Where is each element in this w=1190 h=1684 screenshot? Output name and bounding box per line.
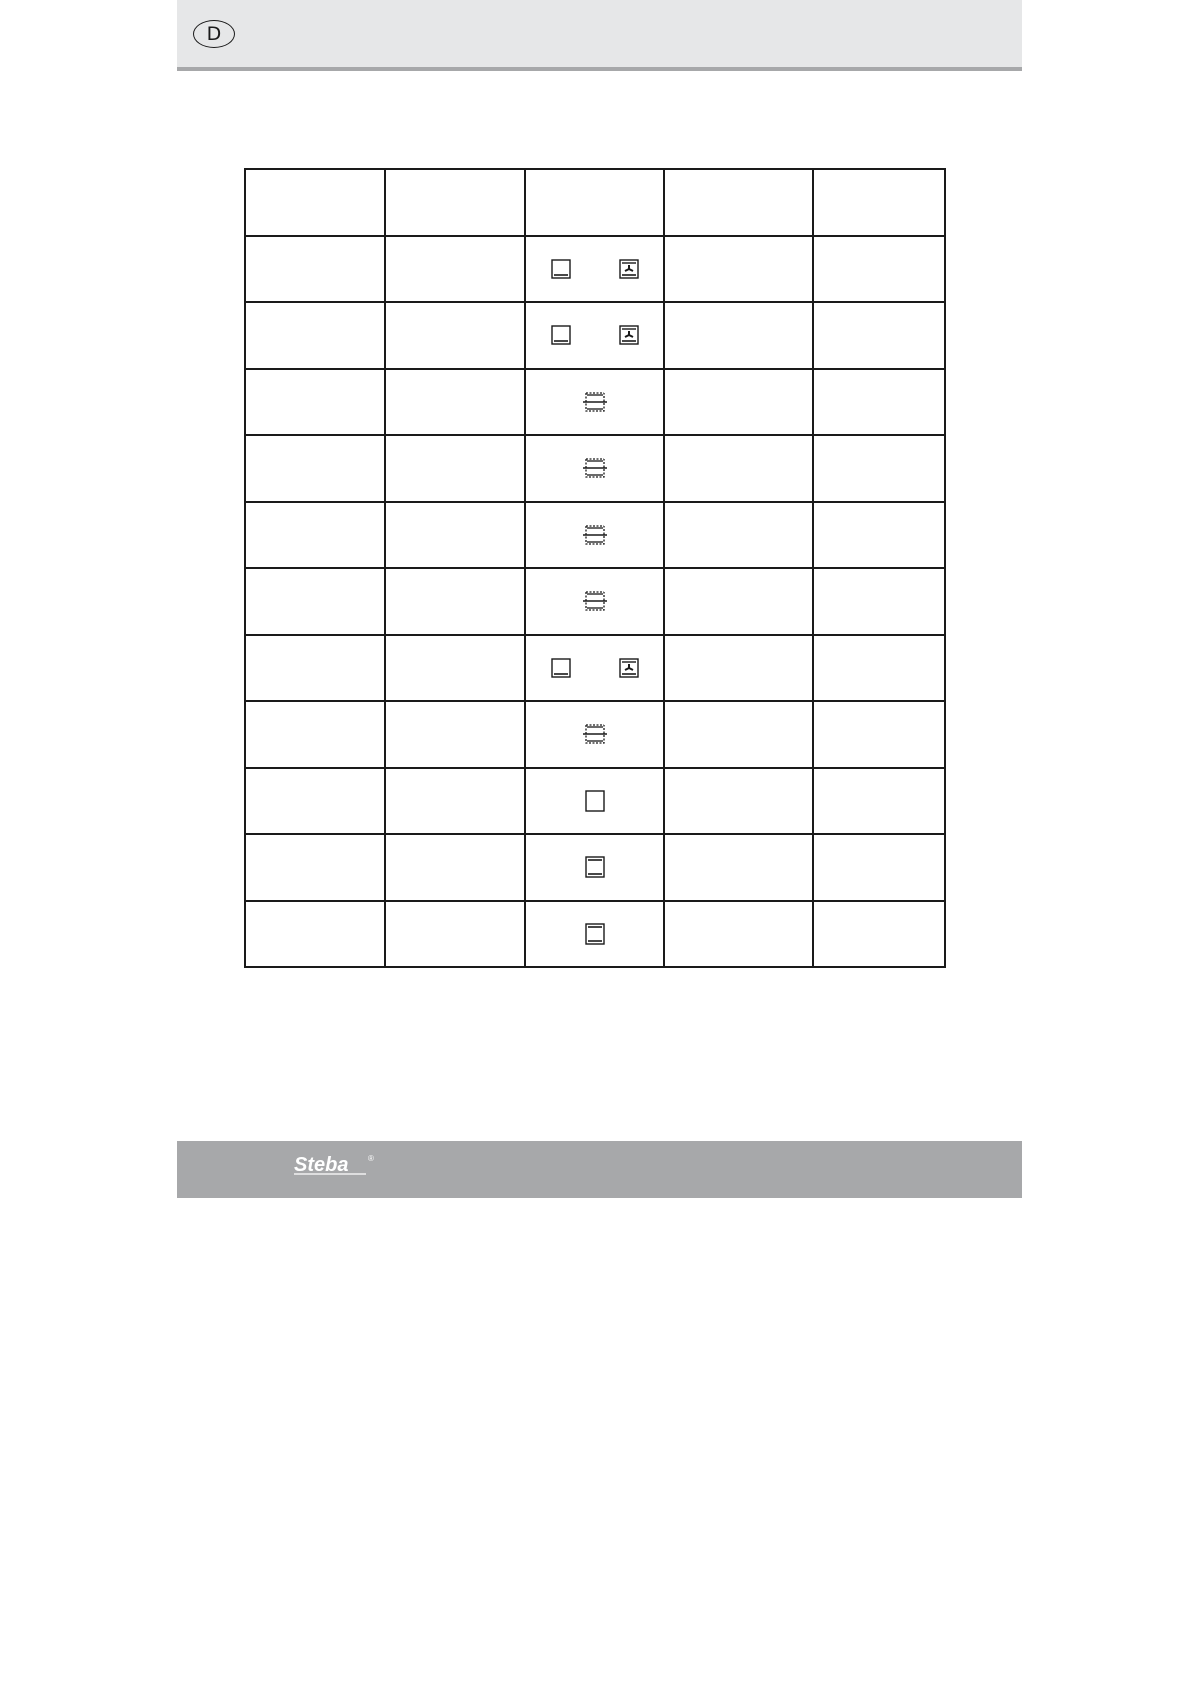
top-bottom-heat-icon: [585, 856, 605, 878]
table-cell: [245, 502, 385, 569]
table-cell: [245, 568, 385, 635]
header-cell: [245, 169, 385, 236]
mode-icons: [526, 856, 663, 878]
table-cell: [385, 568, 525, 635]
mode-cell: [525, 302, 664, 369]
table-row: [245, 568, 945, 635]
mode-icons: [526, 523, 663, 547]
mode-cell: [525, 901, 664, 968]
top-bottom-rotisserie-icon: [582, 589, 608, 613]
fan-bottom-heat-icon: [619, 325, 639, 345]
table-cell: [813, 834, 945, 901]
table-cell: [813, 302, 945, 369]
table-cell: [664, 435, 813, 502]
table-body: [245, 169, 945, 967]
table-cell: [813, 568, 945, 635]
table-cell: [385, 834, 525, 901]
table-row: [245, 236, 945, 303]
table-cell: [385, 435, 525, 502]
top-bottom-rotisserie-icon: [582, 523, 608, 547]
table-cell: [385, 236, 525, 303]
header-cell: [813, 169, 945, 236]
top-bottom-rotisserie-icon: [582, 390, 608, 414]
bottom-heat-icon: [551, 325, 571, 345]
table-cell: [385, 502, 525, 569]
table-cell: [385, 369, 525, 436]
fan-bottom-heat-icon: [619, 259, 639, 279]
top-bottom-heat-icon: [585, 923, 605, 945]
mode-cell: [525, 369, 664, 436]
top-bottom-rotisserie-icon: [582, 722, 608, 746]
mode-cell: [525, 236, 664, 303]
table-cell: [245, 901, 385, 968]
country-code-badge: [193, 20, 235, 48]
table-cell: [813, 236, 945, 303]
svg-text:Steba: Steba: [294, 1154, 349, 1176]
table-header-row: [245, 169, 945, 236]
table-cell: [385, 635, 525, 702]
table-cell: [813, 901, 945, 968]
table-cell: [813, 768, 945, 835]
bottom-heat-icon: [551, 259, 571, 279]
table-cell: [664, 834, 813, 901]
header-cell: [664, 169, 813, 236]
mode-icons: [526, 722, 663, 746]
table-cell: [664, 369, 813, 436]
mode-icons: [526, 259, 663, 279]
table-cell: [245, 435, 385, 502]
table-cell: [813, 701, 945, 768]
mode-cell: [525, 834, 664, 901]
mode-cell: [525, 435, 664, 502]
table-row: [245, 901, 945, 968]
table-cell: [385, 701, 525, 768]
table-cell: [664, 901, 813, 968]
country-code: D: [206, 22, 222, 45]
table-row: [245, 302, 945, 369]
oven-off-icon: [585, 790, 605, 812]
page-header: [177, 0, 1022, 71]
table-row: [245, 768, 945, 835]
table-cell: [813, 369, 945, 436]
page-footer: [177, 1141, 1022, 1198]
table-row: [245, 701, 945, 768]
table-cell: [664, 635, 813, 702]
table-cell: [245, 236, 385, 303]
mode-icons: [526, 456, 663, 480]
mode-icons: [526, 923, 663, 945]
table-cell: [385, 768, 525, 835]
table-cell: [664, 768, 813, 835]
table-cell: [664, 302, 813, 369]
table-row: [245, 369, 945, 436]
mode-cell: [525, 502, 664, 569]
table-cell: [664, 236, 813, 303]
table-cell: [245, 701, 385, 768]
table-cell: [664, 502, 813, 569]
table-cell: [245, 369, 385, 436]
table-cell: [245, 302, 385, 369]
baking-settings-table: [244, 168, 946, 968]
mode-cell: [525, 768, 664, 835]
table-row: [245, 834, 945, 901]
svg-text:®: ®: [368, 1154, 374, 1163]
table-cell: [664, 701, 813, 768]
table-cell: [245, 834, 385, 901]
table-row: [245, 435, 945, 502]
steba-logo: [292, 1151, 382, 1186]
fan-bottom-heat-icon: [619, 658, 639, 678]
table-cell: [245, 768, 385, 835]
mode-cell: [525, 701, 664, 768]
table-row: [245, 635, 945, 702]
mode-icons: [526, 790, 663, 812]
table-cell: [385, 302, 525, 369]
mode-icons: [526, 658, 663, 678]
header-cell: [385, 169, 525, 236]
top-bottom-rotisserie-icon: [582, 456, 608, 480]
table-row: [245, 502, 945, 569]
table-cell: [813, 635, 945, 702]
table-cell: [664, 568, 813, 635]
mode-cell: [525, 635, 664, 702]
mode-icons: [526, 589, 663, 613]
mode-icons: [526, 390, 663, 414]
table-cell: [813, 502, 945, 569]
mode-cell: [525, 568, 664, 635]
mode-icons: [526, 325, 663, 345]
header-cell: [525, 169, 664, 236]
table-cell: [813, 435, 945, 502]
table-cell: [385, 901, 525, 968]
table-cell: [245, 635, 385, 702]
bottom-heat-icon: [551, 658, 571, 678]
